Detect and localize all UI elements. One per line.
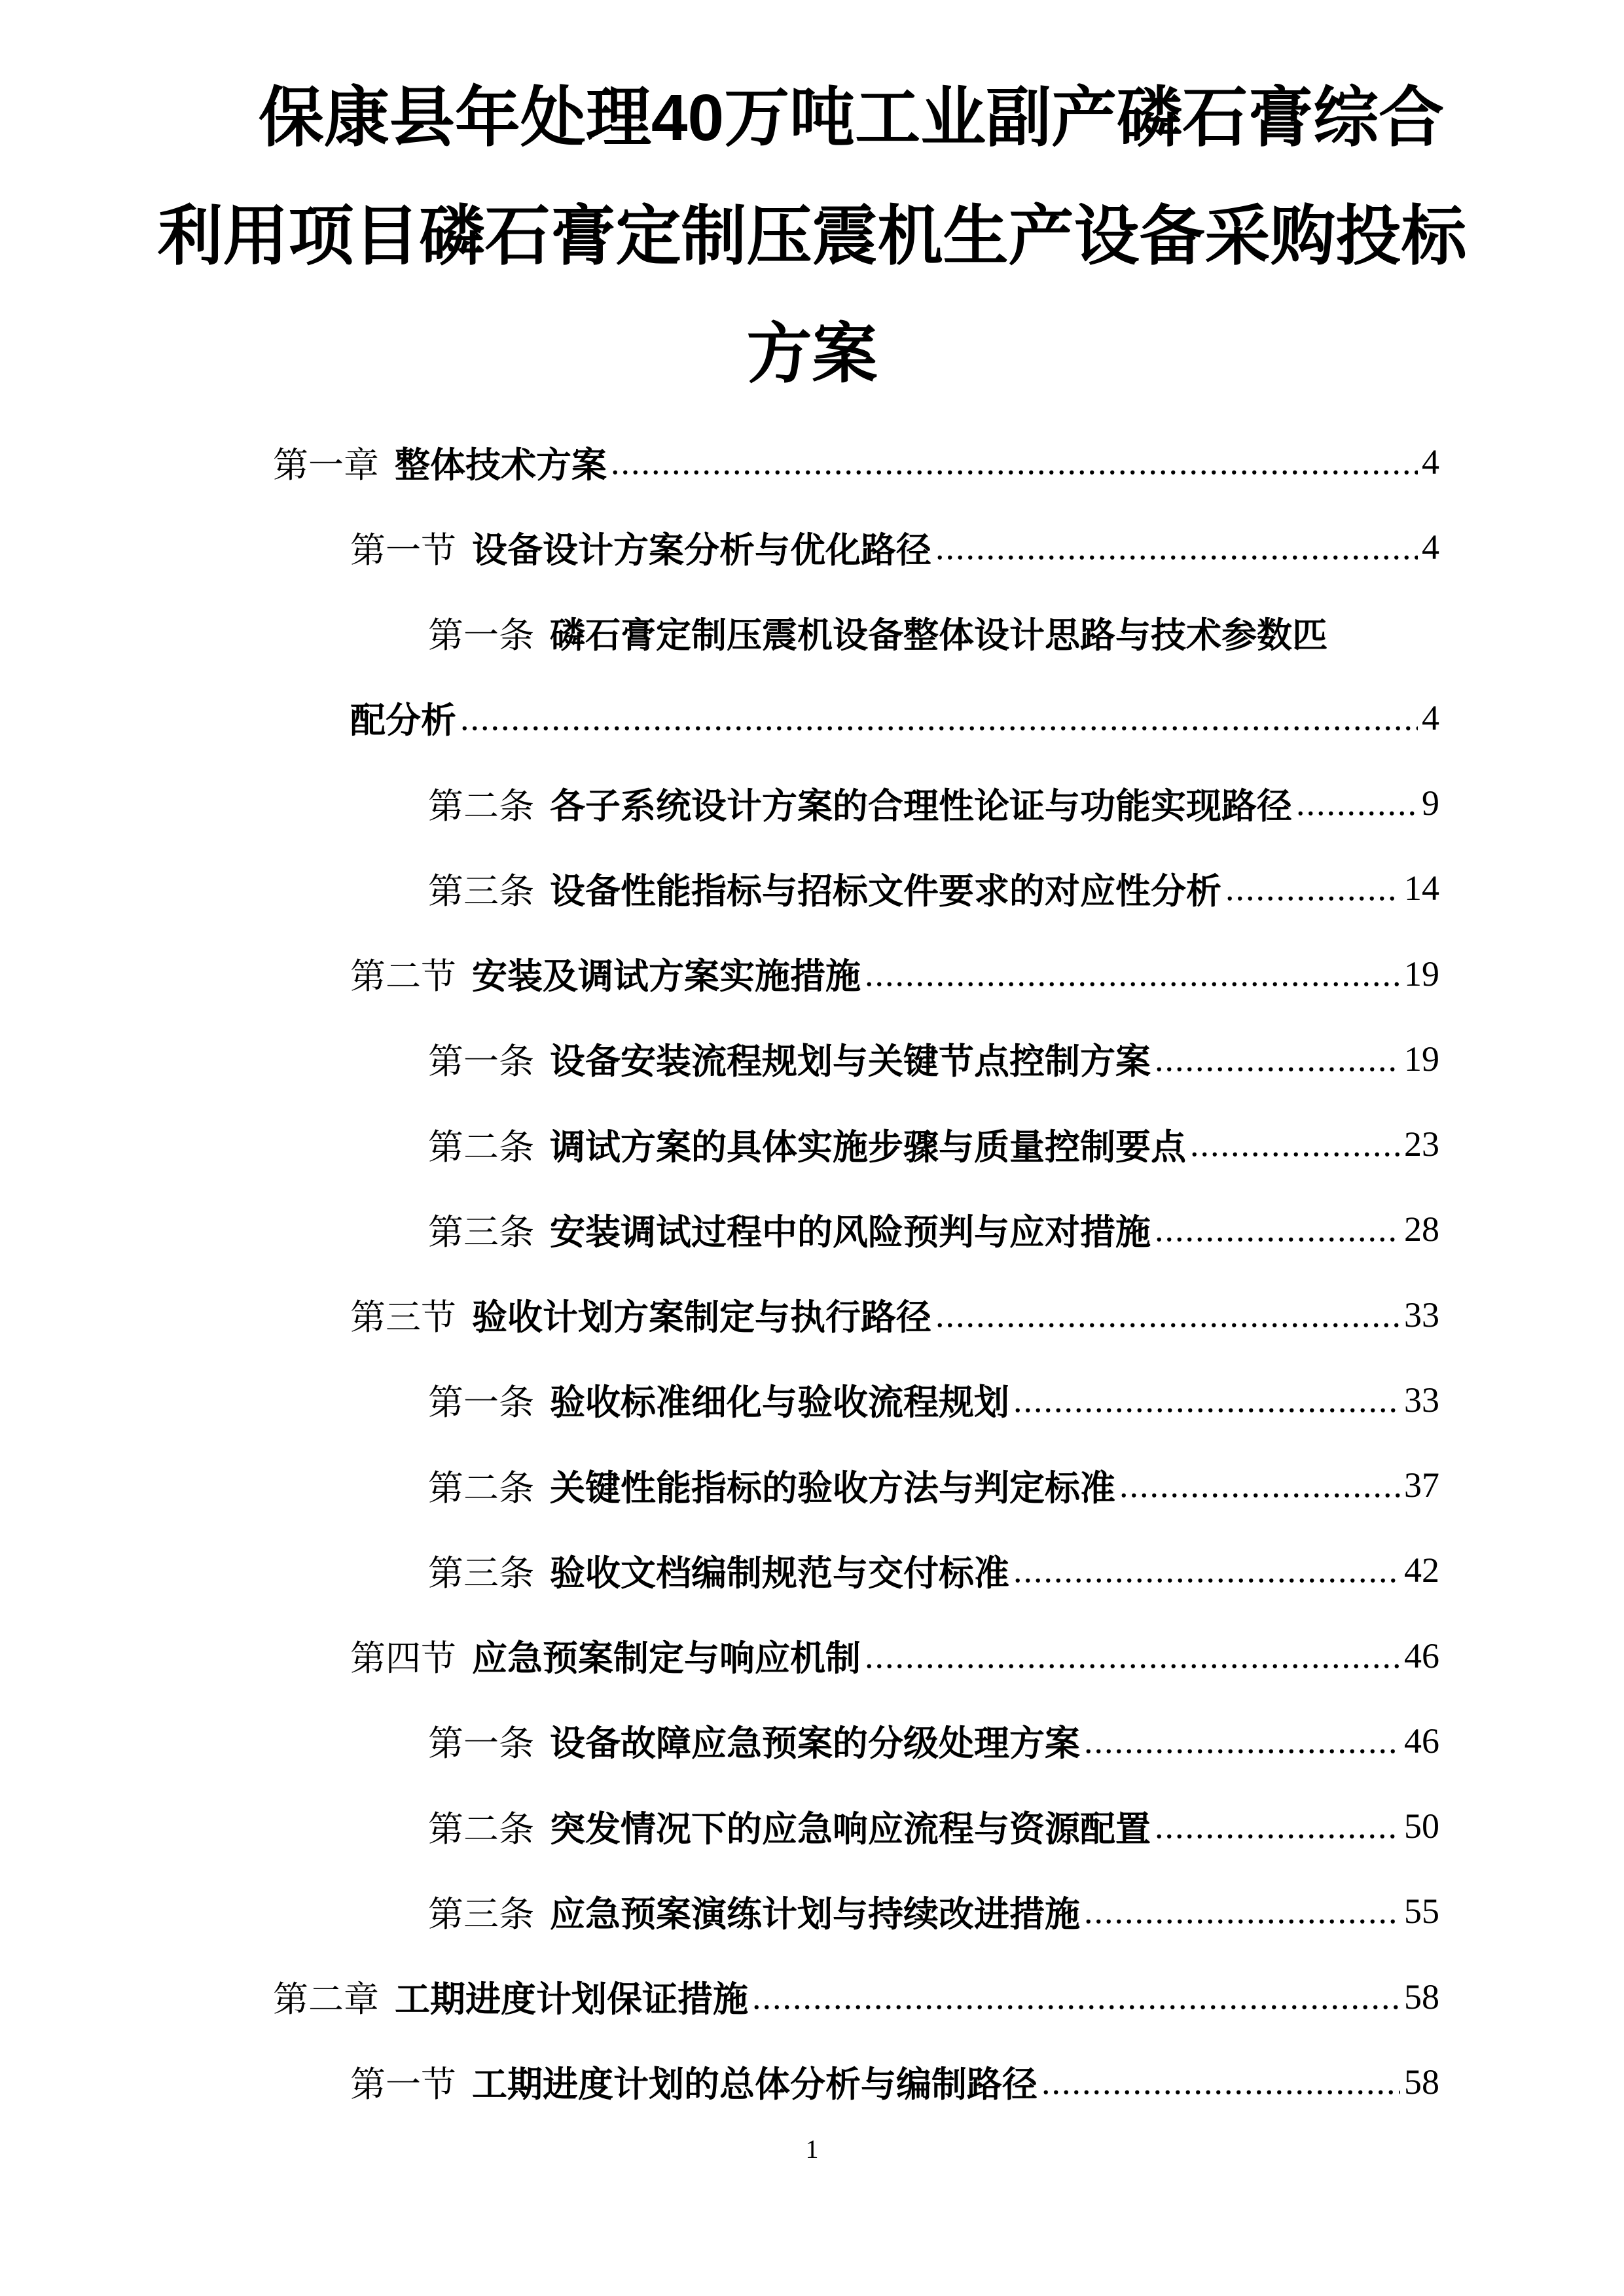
toc-entry-title: 设备性能指标与招标文件要求的对应性分析 xyxy=(550,871,1221,911)
toc-entry-label: 第一节 xyxy=(350,2065,456,2105)
toc-entry-title: 突发情况下的应急响应流程与资源配置 xyxy=(550,1809,1151,1849)
page-number: 1 xyxy=(805,2134,819,2164)
dot-leader xyxy=(1119,1465,1400,1505)
dot-leader xyxy=(1155,1209,1400,1249)
toc-entry-page: 33 xyxy=(1404,1380,1439,1420)
dot-leader xyxy=(1190,1124,1400,1164)
toc-entry-title: 安装调试过程中的风险预判与应对措施 xyxy=(550,1212,1151,1252)
toc-entry-title: 配分析 xyxy=(350,701,456,741)
dot-leader xyxy=(1225,868,1400,908)
toc-entry[interactable] xyxy=(350,2039,1439,2125)
toc-entry-label: 第一条 xyxy=(428,1042,534,1082)
toc-entry-page: 46 xyxy=(1404,1636,1439,1676)
toc-entry-label: 第一章 xyxy=(273,445,379,485)
toc-entry[interactable] xyxy=(350,1272,1439,1357)
toc-entry-page: 42 xyxy=(1404,1551,1439,1590)
toc-entry-title: 应急预案演练计划与持续改进措施 xyxy=(550,1894,1080,1934)
toc-entry-label: 第一条 xyxy=(428,1383,534,1423)
toc-entry-label: 第四节 xyxy=(350,1639,456,1679)
toc-entry-page: 19 xyxy=(1404,1039,1439,1079)
dot-leader xyxy=(1155,1806,1400,1846)
toc-entry[interactable] xyxy=(428,846,1439,931)
toc-entry[interactable] xyxy=(428,1102,1439,1187)
toc-entry-label: 第三条 xyxy=(428,1553,534,1593)
toc-entry[interactable] xyxy=(273,420,1439,505)
toc-entry-label: 第三节 xyxy=(350,1298,456,1338)
document-title-line-2: 利用项目磷石膏定制压震机生产设备采购投标 xyxy=(157,200,1467,273)
toc-entry-page: 50 xyxy=(1404,1806,1439,1846)
toc-entry-title: 调试方案的具体实施步骤与质量控制要点 xyxy=(550,1127,1186,1167)
toc-entry-label: 第一条 xyxy=(428,1724,534,1764)
toc-entry-page: 46 xyxy=(1404,1721,1439,1761)
toc-entry[interactable] xyxy=(428,1443,1439,1528)
toc-entry[interactable] xyxy=(428,1528,1439,1613)
toc-entry-title: 各子系统设计方案的合理性论证与功能实现路径 xyxy=(550,786,1292,826)
toc-entry[interactable] xyxy=(428,761,1439,846)
toc-entry-title: 验收标准细化与验收流程规划 xyxy=(550,1383,1009,1423)
toc-entry[interactable] xyxy=(428,1784,1439,1869)
toc-entry-page: 28 xyxy=(1404,1210,1439,1249)
toc-entry-label: 第二条 xyxy=(428,786,534,826)
toc-entry-label: 第三条 xyxy=(428,1894,534,1934)
toc-entry-page: 19 xyxy=(1404,954,1439,994)
toc-entry-label: 第一条 xyxy=(428,616,534,655)
toc-entry-label: 第三条 xyxy=(428,871,534,911)
dot-leader xyxy=(1041,2062,1400,2102)
dot-leader xyxy=(935,1295,1400,1335)
dot-leader xyxy=(752,1977,1400,2017)
toc-entry-page: 14 xyxy=(1404,869,1439,908)
dot-leader xyxy=(1084,1721,1400,1761)
toc-entry[interactable] xyxy=(273,1954,1439,2039)
toc-entry-page: 4 xyxy=(1422,698,1439,738)
dot-leader xyxy=(1013,1380,1400,1420)
toc-entry-page: 55 xyxy=(1404,1892,1439,1931)
toc-entry-label: 第一节 xyxy=(350,530,456,570)
dot-leader xyxy=(935,527,1418,567)
toc-entry-title: 整体技术方案 xyxy=(395,445,607,485)
toc-entry-title: 磷石膏定制压震机设备整体设计思路与技术参数匹 xyxy=(550,616,1327,655)
toc-entry-label: 第二条 xyxy=(428,1468,534,1508)
toc-entry-page: 4 xyxy=(1422,528,1439,567)
document-title-line-3: 方案 xyxy=(746,317,878,391)
toc-entry-title: 关键性能指标的验收方法与判定标准 xyxy=(550,1468,1115,1508)
dot-leader xyxy=(1155,1039,1400,1079)
toc-entry-label: 第二节 xyxy=(350,957,456,997)
toc-entry[interactable] xyxy=(350,675,1439,761)
dot-leader xyxy=(1296,783,1418,823)
toc-entry[interactable] xyxy=(428,1016,1439,1102)
toc-entry-label: 第二章 xyxy=(273,1980,379,2020)
dot-leader xyxy=(1084,1891,1400,1931)
toc-entry[interactable] xyxy=(350,1613,1439,1698)
toc-entry-page: 58 xyxy=(1404,2062,1439,2102)
toc-entry-page: 23 xyxy=(1404,1124,1439,1164)
dot-leader xyxy=(1013,1550,1400,1590)
toc-entry-page: 4 xyxy=(1422,442,1439,482)
toc-entry[interactable] xyxy=(428,590,1439,675)
dot-leader xyxy=(865,954,1400,994)
toc-entry[interactable] xyxy=(350,931,1439,1016)
dot-leader xyxy=(611,442,1418,482)
toc-entry-title: 安装及调试方案实施措施 xyxy=(472,957,861,997)
toc-entry[interactable] xyxy=(428,1869,1439,1954)
toc-entry-label: 第二条 xyxy=(428,1127,534,1167)
toc-entry-title: 验收计划方案制定与执行路径 xyxy=(472,1298,931,1338)
toc-entry-label: 第三条 xyxy=(428,1212,534,1252)
toc-entry[interactable] xyxy=(428,1357,1439,1443)
document-title-line-1: 保康县年处理40万吨工业副产磷石膏综合 xyxy=(258,81,1445,154)
toc-entry-page: 58 xyxy=(1404,1977,1439,2017)
toc-entry[interactable] xyxy=(428,1698,1439,1784)
toc-entry[interactable] xyxy=(428,1187,1439,1272)
toc-entry-title: 工期进度计划的总体分析与编制路径 xyxy=(472,2065,1038,2105)
toc-entry[interactable] xyxy=(350,505,1439,590)
toc-entry-label: 第二条 xyxy=(428,1809,534,1849)
toc-entry-title: 验收文档编制规范与交付标准 xyxy=(550,1553,1009,1593)
toc-entry-title: 工期进度计划保证措施 xyxy=(395,1980,748,2020)
toc-entry-title: 应急预案制定与响应机制 xyxy=(472,1639,861,1679)
toc-entry-page: 9 xyxy=(1422,783,1439,823)
toc-entry-title: 设备安装流程规划与关键节点控制方案 xyxy=(550,1042,1151,1082)
dot-leader xyxy=(460,698,1418,738)
toc-entry-title: 设备故障应急预案的分级处理方案 xyxy=(550,1724,1080,1764)
dot-leader xyxy=(865,1636,1400,1676)
toc-entry-page: 33 xyxy=(1404,1295,1439,1335)
toc-entry-title: 设备设计方案分析与优化路径 xyxy=(472,530,931,570)
toc-entry-page: 37 xyxy=(1404,1465,1439,1505)
